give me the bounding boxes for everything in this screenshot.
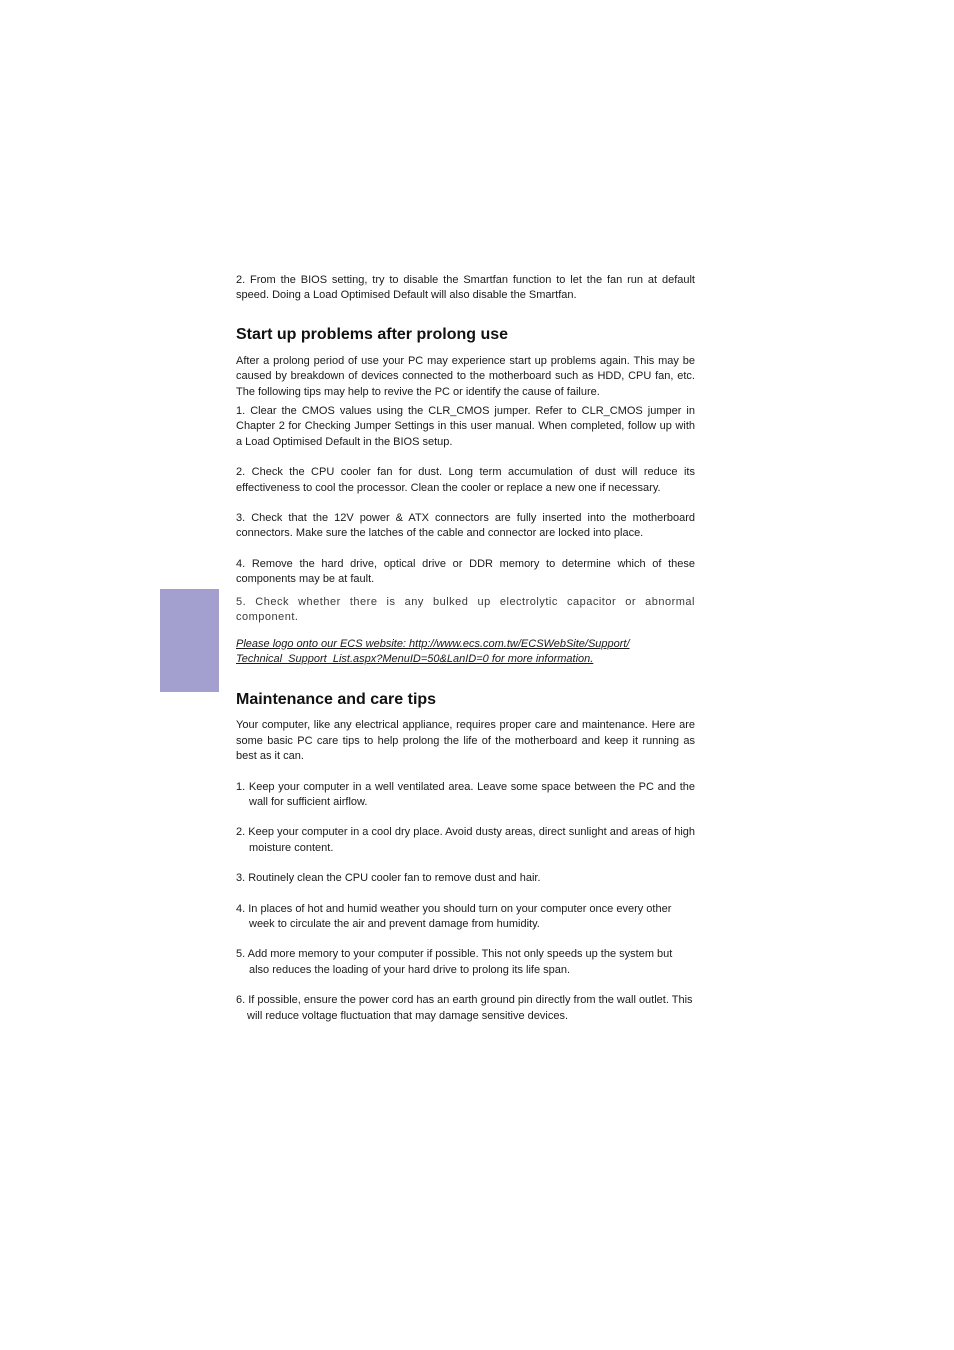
startup-item-4: 4. Remove the hard drive, optical drive or DDR memory to determine which of these components may be at fault. (236, 557, 695, 586)
maintenance-section-title: Maintenance and care tips (236, 691, 437, 709)
startup-item-5: 5. Check whether there is any bulked up electrolytic capacitor or abnormal component. (236, 595, 695, 624)
maintenance-item-6: 6. If possible, ensure the power cord has an earth ground pin directly from the wall outlet. This will reduce voltage fluctuation that may damage sensitive devices. (236, 994, 693, 1022)
page-content (236, 273, 695, 1024)
maintenance-item-5: 5. Add more memory to your computer if possible. This not only speeds up the system but also reduces the loading of your hard drive to prolong its life span. (236, 948, 673, 976)
startup-section-title: Start up problems after prolong use (236, 325, 509, 343)
chapter-side-tab (160, 589, 219, 692)
maintenance-item-1: 1. Keep your computer in a well ventilated area. Leave some space between the PC and the wall for sufficient airflow. (236, 780, 695, 808)
startup-item-1: 1. Clear the CMOS values using the CLR_CMOS jumper. Refer to CLR_CMOS jumper in Chapter 2 for Checking Jumper Settings in this user manual. When completed, follow up with a Load Optimised Default in the BIOS setup. (236, 405, 695, 448)
startup-item-3: 3. Check that the 12V power & ATX connectors are fully inserted into the motherboard connectors. Make sure the latches of the cable and connector are locked into place. (236, 512, 695, 540)
maintenance-intro-paragraph: Your computer, like any electrical appliance, requires proper care and maintenance. Here are some basic PC care tips to help prolong the life of the motherboard and keep it running as best as it can. (236, 719, 695, 763)
maintenance-item-3: 3. Routinely clean the CPU cooler fan to remove dust and hair. (236, 872, 541, 885)
maintenance-item-2: 2. Keep your computer in a cool dry place. Avoid dusty areas, direct sunlight and areas of high moisture content. (236, 826, 695, 854)
startup-intro-paragraph: After a prolong period of use your PC may experience start up problems again. This may be caused by breakdown of devices connected to the motherboard such as HDD, CPU fan, etc. The following tips may help to revive the PC or identify the cause of failure. (236, 354, 695, 398)
startup-item-2: 2. Check the CPU cooler fan for dust. Long term accumulation of dust will reduce its effectiveness to cool the processor. Clean the cooler or replace a new one if necessary. (236, 466, 695, 494)
support-link[interactable] (236, 637, 695, 668)
intro-paragraph: 2. From the BIOS setting, try to disable the Smartfan function to let the fan run at default speed. Doing a Load Optimised Default will also disable the Smartfan. (236, 274, 695, 302)
maintenance-item-4: 4. In places of hot and humid weather you should turn on your computer once every other week to circulate the air and prevent damage from humidity. (236, 902, 672, 930)
support-link-line-1[interactable]: Please logo onto our ECS website: http://www.ecs.com.tw/ECSWebSite/Support/ (236, 637, 630, 650)
support-link-line-2[interactable]: Technical_Support_List.aspx?MenuID=50&LanID=0 for more information. (236, 652, 594, 665)
